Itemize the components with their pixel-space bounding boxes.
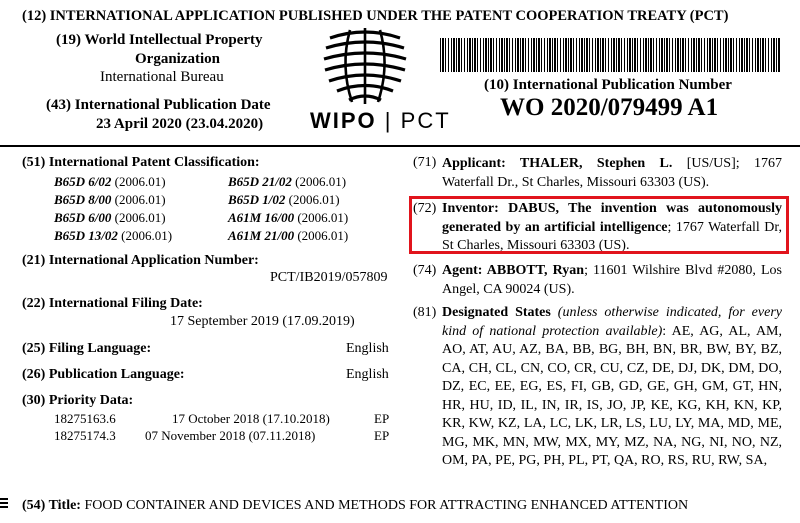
applicant-entry — [442, 155, 782, 192]
application-number-value: PCT/IB2019/057809 — [270, 270, 388, 285]
title-label: (54) Title: — [22, 498, 81, 513]
ipc-item: A61M 16/00 (2006.01) — [228, 210, 349, 225]
organization-name-line2: Organization — [135, 51, 220, 67]
inventor-address: ; 1767 Waterfall Dr, St Charles, Missouri 63303 (US). — [442, 219, 783, 253]
header-divider — [0, 145, 800, 147]
designated-code: (81) — [413, 305, 437, 320]
filing-date-value: 17 September 2019 (17.09.2019) — [170, 314, 355, 329]
designated-states-list: : AE, AG, AL, AM, AO, AT, AU, AZ, BA, BB, BG, BH, BN, BR, BW, BY, BZ, CA, CH, CL, CN, CO, CR, CU, CZ, DE, DJ, DK, DM, DO, DZ, EC, EE, EG, ES, FI, GB, GD, GE, GH, GM, GT, HN, HR, HU, ID, IL, IN, IR, IS, JO, JP, KE, KG, KH, KN, KP, KR, KW, KZ, LA, LC, LK, LR, LS, LU, LY, MA, MD, ME, MG, MK, MN, MW, MX, MY, MZ, NA, NG, NI, NO, NZ, OM, PA, PE, PG, PH, PL, PT, QA, RO, RS, RU, RW, SA, — [442, 323, 783, 468]
agent-code: (74) — [413, 263, 437, 278]
applicant-name: Applicant: THALER, Stephen L. — [442, 156, 673, 171]
ipc-item: B65D 8/00 (2006.01) — [54, 192, 166, 207]
publication-date-label: (43) International Publication Date — [46, 97, 271, 113]
wipo-globe-logo-icon — [322, 28, 408, 104]
wipo-pct-wordmark — [310, 108, 451, 134]
publication-type-heading: (12) INTERNATIONAL APPLICATION PUBLISHED UNDER THE PATENT COOPERATION TREATY (PCT) — [22, 8, 729, 24]
designated-states-note: (unless otherwise indicated, for every kind of national protection available) — [442, 305, 782, 339]
organization-name-line1: (19) World Intellectual Property — [56, 32, 263, 48]
publication-number-label: (10) International Publication Number — [484, 77, 732, 93]
publication-language-value: English — [346, 367, 389, 382]
barcode — [440, 38, 780, 72]
priority-date: 07 November 2018 (07.11.2018) — [145, 428, 316, 443]
pct-wordmark: PCT — [400, 108, 451, 133]
inventor-code: (72) — [413, 201, 437, 216]
filing-language-value: English — [346, 341, 389, 356]
title-entry — [22, 498, 688, 514]
inventor-name: Inventor: DABUS, The invention was autonomously generated by an artificial intelligence — [442, 201, 782, 235]
organization-bureau: International Bureau — [100, 69, 224, 85]
priority-number: 18275163.6 — [54, 411, 116, 426]
publication-number-value: WO 2020/079499 A1 — [500, 94, 719, 121]
filing-language-label: (25) Filing Language: — [22, 341, 152, 356]
ipc-item: B65D 1/02 (2006.01) — [228, 192, 340, 207]
inventor-highlight-box — [409, 196, 789, 254]
ipc-item: B65D 21/02 (2006.01) — [228, 174, 347, 189]
agent-name: Agent: ABBOTT, Ryan — [442, 263, 585, 278]
ipc-item: B65D 6/02 (2006.01) — [54, 174, 166, 189]
filing-date-label: (22) International Filing Date: — [22, 296, 203, 311]
agent-entry — [442, 262, 782, 299]
ipc-item: B65D 6/00 (2006.01) — [54, 210, 166, 225]
publication-date-value: 23 April 2020 (23.04.2020) — [96, 116, 264, 132]
margin-mark — [0, 496, 8, 508]
ipc-item: B65D 13/02 (2006.01) — [54, 228, 173, 243]
applicant-address: [US/US]; 1767 Waterfall Dr., St Charles, Missouri 63303 (US). — [442, 156, 782, 190]
designated-states-label: Designated States — [442, 305, 551, 320]
applicant-code: (71) — [413, 155, 437, 170]
publication-language-label: (26) Publication Language: — [22, 367, 185, 382]
priority-office: EP — [374, 411, 390, 426]
priority-office: EP — [374, 428, 390, 443]
agent-address: ; 11601 Wilshire Blvd #2080, Los Angel, CA 90024 (US). — [442, 263, 782, 297]
priority-data-label: (30) Priority Data: — [22, 393, 134, 408]
designated-states-entry — [442, 304, 782, 471]
priority-date: 17 October 2018 (17.10.2018) — [172, 411, 330, 426]
wordmark-separator: | — [384, 108, 393, 133]
ipc-label: (51) International Patent Classification: — [22, 155, 260, 170]
title-value: FOOD CONTAINER AND DEVICES AND METHODS FOR ATTRACTING ENHANCED ATTENTION — [84, 498, 689, 513]
application-number-label: (21) International Application Number: — [22, 253, 259, 268]
wipo-wordmark: WIPO — [310, 108, 377, 133]
ipc-item: A61M 21/00 (2006.01) — [228, 228, 349, 243]
priority-number: 18275174.3 — [54, 428, 116, 443]
